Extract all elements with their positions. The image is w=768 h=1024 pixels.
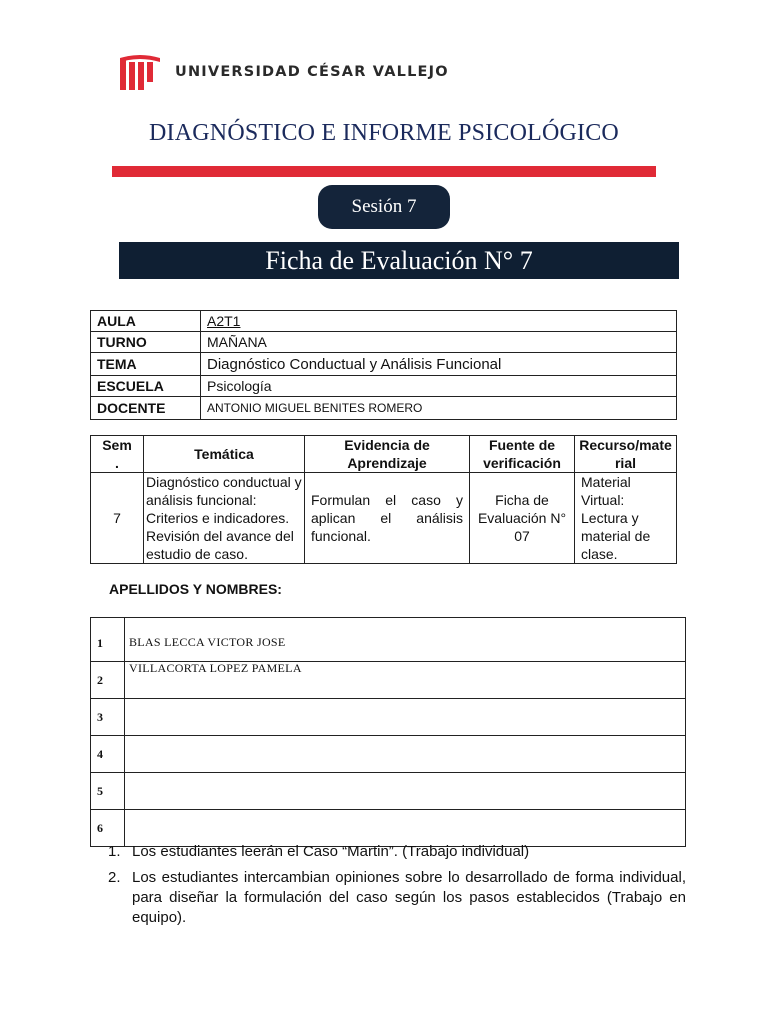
evaluation-sheet-title: Ficha de Evaluación N° 7 [265,245,533,275]
university-logo [120,54,449,94]
info-value: Psicología [201,376,677,397]
header-fuente: Fuente de verificación [470,436,575,473]
student-name[interactable] [125,699,686,736]
student-name[interactable]: VILLACORTA LOPEZ PAMELA [125,662,686,699]
info-key: AULA [91,311,201,332]
student-names-table [90,617,686,847]
list-item [108,842,686,862]
info-row [91,332,677,353]
info-value: A2T1 [201,311,677,332]
cell-tematica: Diagnóstico conductual y análisis funcional: Criterios e indicadores. Revisión del avance del estudio de caso. [144,473,305,564]
info-key: TURNO [91,332,201,353]
course-info-table [90,310,677,420]
info-row [91,397,677,420]
student-number: 3 [91,699,125,736]
student-name[interactable]: BLAS LECCA VICTOR JOSE [125,618,686,662]
evaluation-sheet-banner [119,242,679,279]
session-table-row [91,473,677,564]
student-row [91,810,686,847]
cell-fuente: Ficha de Evaluación N° 07 [470,473,575,564]
student-number: 1 [91,618,125,662]
student-number: 5 [91,773,125,810]
step-number: 2. [108,869,121,886]
step-number: 1. [108,843,121,860]
info-value: ANTONIO MIGUEL BENITES ROMERO [201,397,677,420]
info-row [91,376,677,397]
session-table [90,435,677,564]
names-section-label: APELLIDOS Y NOMBRES: [109,581,282,597]
cell-recurso: Material Virtual: Lectura y material de clase. [575,473,677,564]
session-label: Sesión 7 [351,196,417,217]
info-row [91,353,677,376]
instructions-list [108,842,686,934]
student-row [91,662,686,699]
header-evidencia: Evidencia de Aprendizaje [305,436,470,473]
session-badge [318,185,450,229]
list-item [108,868,686,928]
header-sem: Sem . [91,436,144,473]
header-tematica: Temática [144,436,305,473]
info-key: TEMA [91,353,201,376]
info-value: Diagnóstico Conductual y Análisis Funcional [201,353,677,376]
university-name: UNIVERSIDAD CÉSAR VALLEJO [175,64,449,80]
title-divider [112,166,656,177]
cell-sem: 7 [91,473,144,564]
student-number: 4 [91,736,125,773]
course-title: DIAGNÓSTICO E INFORME PSICOLÓGICO [149,120,619,146]
info-value: MAÑANA [201,332,677,353]
student-name[interactable] [125,736,686,773]
info-key: DOCENTE [91,397,201,420]
info-row [91,311,677,332]
step-text: Los estudiantes intercambian opiniones sobre lo desarrollado de forma individual, para diseñar la formulación del caso según los pasos establecidos (Trabajo en equipo). [132,869,686,926]
student-number: 6 [91,810,125,847]
student-name[interactable] [125,773,686,810]
student-name[interactable] [125,810,686,847]
ucv-emblem-icon [120,54,166,94]
student-row [91,773,686,810]
step-text: Los estudiantes leerán el Caso “Martin”. (Trabajo individual) [132,843,530,860]
header-recurso: Recurso/mate rial [575,436,677,473]
student-number: 2 [91,662,125,699]
info-key: ESCUELA [91,376,201,397]
cell-evidencia: Formulan el caso y aplican el análisis funcional. [305,473,470,564]
session-table-header [91,436,677,473]
student-row [91,736,686,773]
student-row [91,699,686,736]
student-row [91,618,686,662]
